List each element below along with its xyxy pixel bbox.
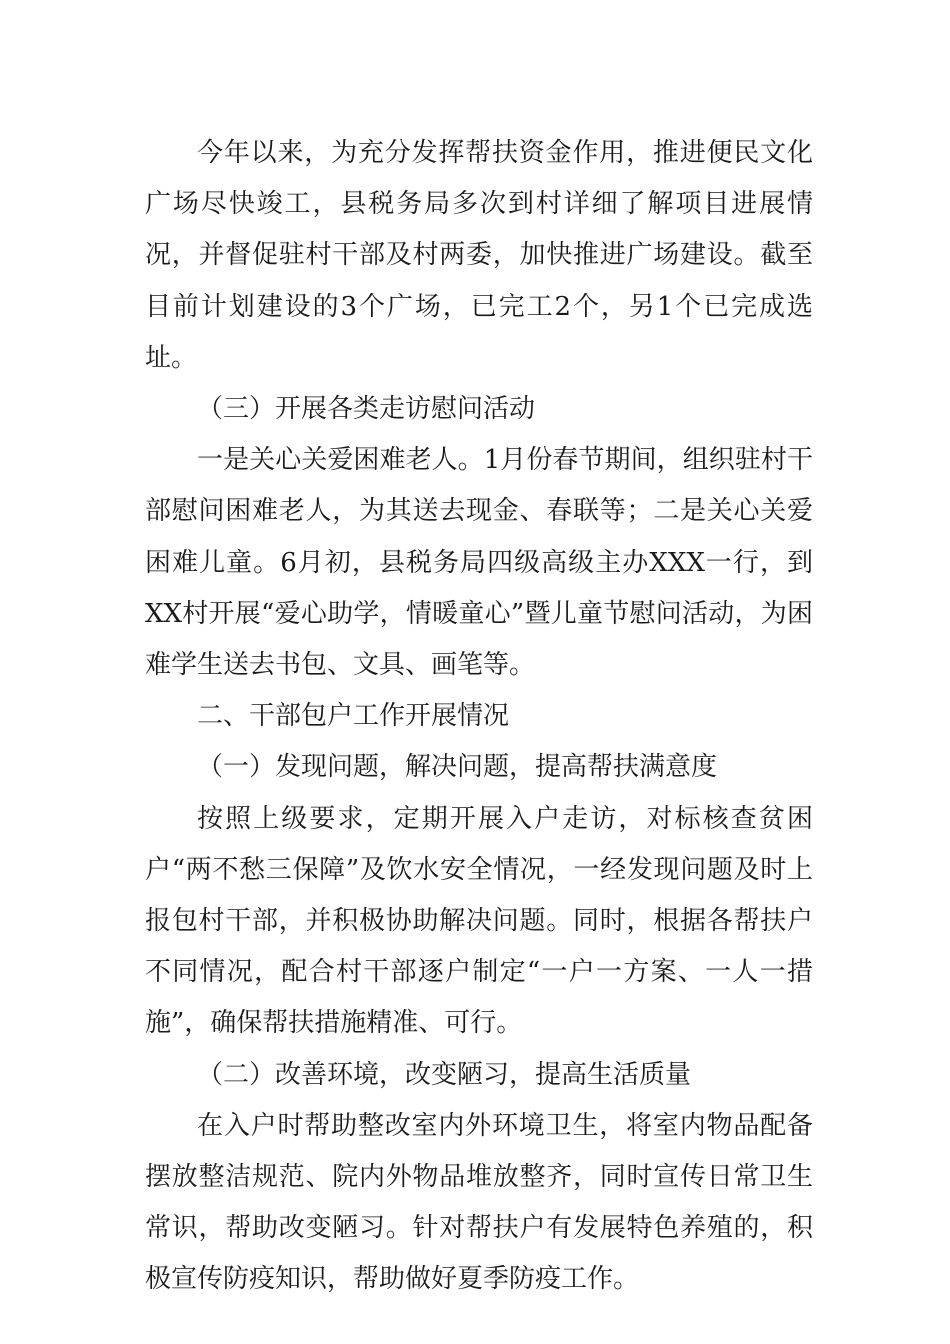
section-heading-household: 二、干部包户工作开展情况: [197, 701, 510, 732]
document-body: [145, 128, 813, 1306]
subheading-environment: （二）改善环境，改变陋习，提高生活质量: [197, 1059, 692, 1090]
paragraph-problems: 按照上级要求，定期开展入户走访，对标核查贫困户“两不愁三保障”及饮水安全情况，一经发现问题及时上报包村干部，并积极协助解决问题。同时，根据各帮扶户不同情况，配合村干部逐户制定“一户一方案、一人一措施”，确保帮扶措施精准、可行。: [145, 803, 813, 1039]
subheading-visits: （三）开展各类走访慰问活动: [197, 394, 536, 425]
paragraph-plaza-construction: 今年以来，为充分发挥帮扶资金作用，推进便民文化广场尽快竣工，县税务局多次到村详细了解项目进展情况，并督促驻村干部及村两委，加快推进广场建设。截至目前计划建设的3个广场，已完工2个，另1个已完成选址。: [145, 138, 813, 373]
subheading-problems: （一）发现问题，解决问题，提高帮扶满意度: [197, 752, 718, 783]
paragraph-environment: 在入户时帮助整改室内外环境卫生，将室内物品配备摆放整洁规范、院内外物品堆放整齐，同时宣传日常卫生常识，帮助改变陋习。针对帮扶户有发展特色养殖的，积极宣传防疫知识，帮助做好夏季防疫工作。: [145, 1110, 813, 1295]
paragraph-visits: 一是关心关爱困难老人。1月份春节期间，组织驻村干部慰问困难老人，为其送去现金、春联等；二是关心关爱困难儿童。6月初，县税务局四级高级主办XXX一行，到XX村开展“爱心助学，情暖童心”暨儿童节慰问活动，为困难学生送去书包、文具、画笔等。: [145, 445, 813, 681]
